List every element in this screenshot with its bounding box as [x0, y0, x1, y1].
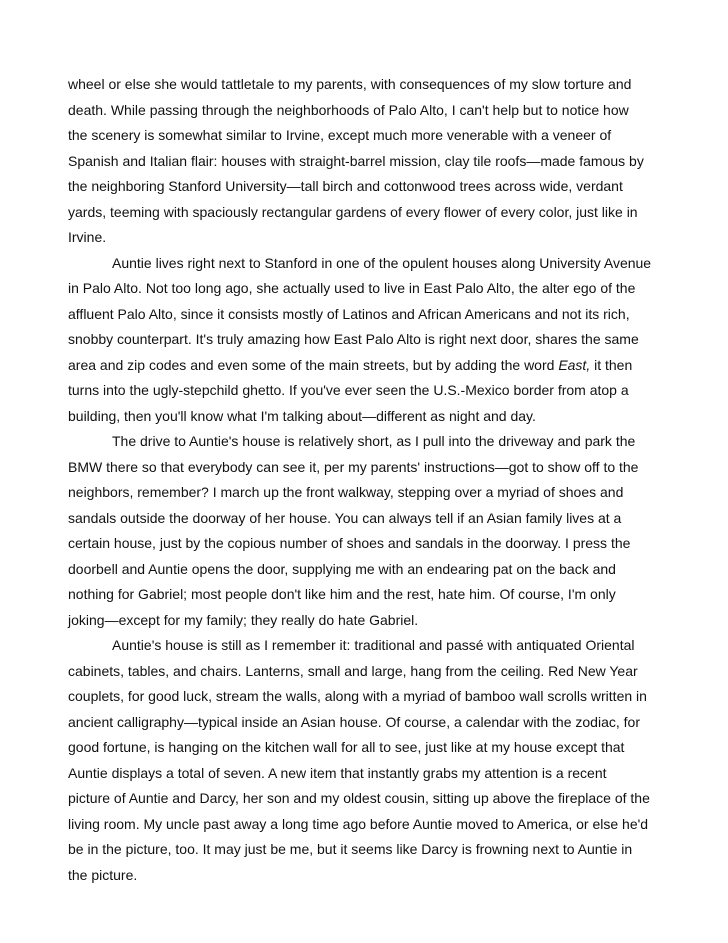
document-body — [68, 72, 668, 888]
text-line: yards, teeming with spaciously rectangular gardens of every flower of every color, just like in — [68, 203, 638, 220]
text-line: joking—except for my family; they really do hate Gabriel. — [68, 611, 419, 628]
paragraph-start-line: Auntie's house is still as I remember it: traditional and passé with antiquated Oriental — [112, 637, 635, 653]
text-line: living room. My uncle past away a long time ago before Auntie moved to America, or else he'd — [68, 815, 649, 832]
text-line: cabinets, tables, and chairs. Lanterns, small and large, hang from the ceiling. Red New Year — [68, 662, 638, 679]
text-line: building, then you'll know what I'm talking about—different as night and day. — [68, 407, 536, 424]
paragraph-start-line: The drive to Auntie's house is relatively short, as I pull into the driveway and park the — [112, 433, 636, 449]
text-line: Auntie displays a total of seven. A new item that instantly grabs my attention is a recent — [68, 764, 607, 781]
text-line: the picture. — [68, 866, 138, 883]
text-line: good fortune, is hanging on the kitchen wall for all to see, just like at my house except that — [68, 739, 625, 755]
text-line: affluent Palo Alto, since it consists mostly of Latinos and African Americans and not its rich, — [68, 305, 630, 322]
text-line: couplets, for good luck, stream the walls, along with a myriad of bamboo wall scrolls written in — [68, 688, 647, 704]
text-line: certain house, just by the copious number of shoes and sandals in the doorway. I press the — [68, 535, 631, 551]
text-line-with-emphasis — [68, 353, 668, 379]
text-line: BMW there so that everybody can see it, per my parents' instructions—got to show off to the — [68, 458, 639, 475]
emphasized-word: East, — [558, 356, 591, 373]
text-line: Irvine. — [68, 229, 107, 245]
text-line: neighbors, remember? I march up the front walkway, stepping over a myriad of shoes and — [68, 484, 624, 500]
text-line: sandals outside the doorway of her house. You can always tell if an Asian family lives at a — [68, 509, 622, 526]
text-line: doorbell and Auntie opens the door, supplying me with an endearing pat on the back and — [68, 560, 616, 577]
text-line: wheel or else she would tattletale to my parents, with consequences of my slow torture and — [68, 76, 632, 92]
text-line: turns into the ugly-stepchild ghetto. If you've ever seen the U.S.-Mexico border from atop a — [68, 382, 629, 398]
text-segment: it then — [590, 356, 633, 373]
paragraph-start-line: Auntie lives right next to Stanford in one of the opulent houses along University Avenue — [112, 254, 652, 271]
text-line: nothing for Gabriel; most people don't like him and the rest, hate him. Of course, I'm only — [68, 586, 616, 602]
text-line: the neighboring Stanford University—tall birch and cottonwood trees across wide, verdant — [68, 178, 623, 194]
text-line: Spanish and Italian flair: houses with straight-barrel mission, clay tile roofs—made famous by — [68, 152, 644, 169]
text-segment: area and zip codes and even some of the main streets, but by adding the word — [68, 356, 559, 373]
text-line: in Palo Alto. Not too long ago, she actually used to live in East Palo Alto, the alter ego of the — [68, 280, 636, 296]
text-line: ancient calligraphy—typical inside an Asian house. Of course, a calendar with the zodiac, for — [68, 713, 640, 730]
text-line: snobby counterpart. It's truly amazing how East Palo Alto is right next door, shares the same — [68, 331, 639, 347]
text-line: the scenery is somewhat similar to Irvine, except much more venerable with a veneer of — [68, 127, 612, 143]
text-line: picture of Auntie and Darcy, her son and my oldest cousin, sitting up above the fireplace of the — [68, 790, 650, 806]
text-line: death. While passing through the neighborhoods of Palo Alto, I can't help but to notice how — [68, 101, 629, 118]
text-line: be in the picture, too. It may just be me, but it seems like Darcy is frowning next to Auntie in — [68, 841, 633, 857]
